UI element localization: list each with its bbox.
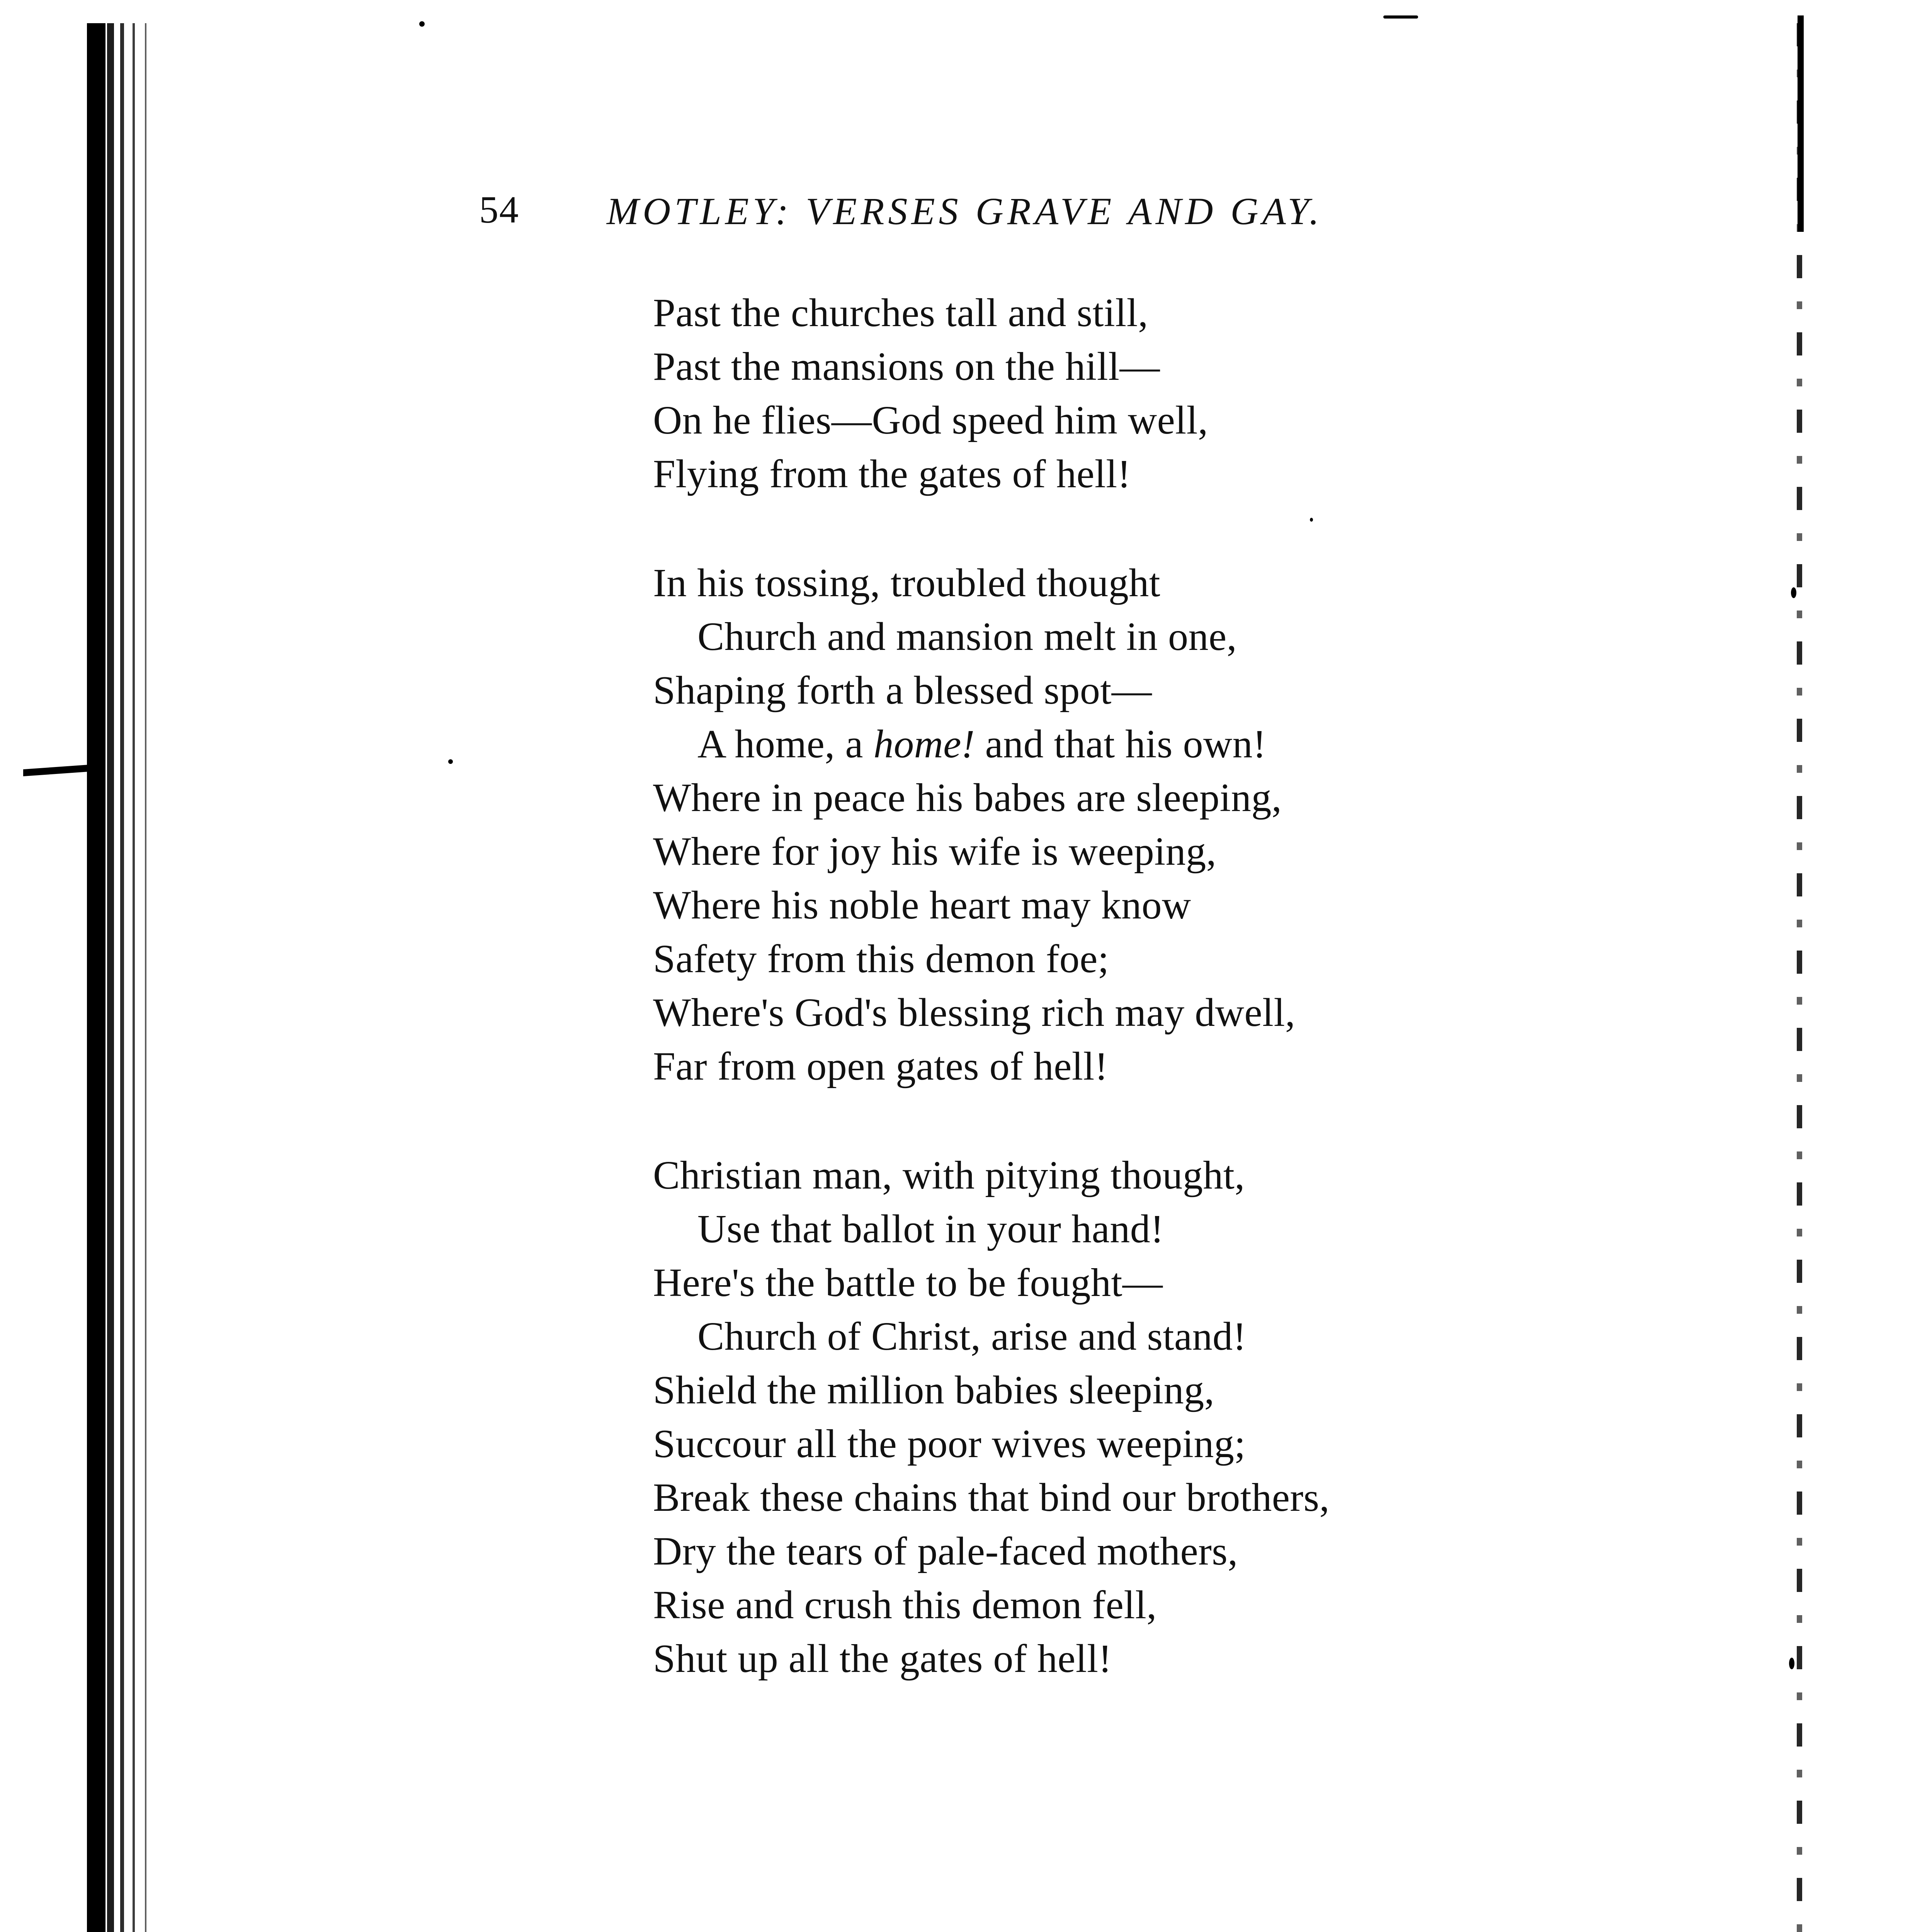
poem-line: Safety from this demon foe; [653,937,1109,981]
poem-line: Far from open gates of hell! [653,1044,1108,1088]
poem-line: Past the mansions on the hill— [653,344,1160,389]
poem [653,286,1484,1685]
poem-line: Here's the battle to be fought— [653,1260,1163,1305]
edge-mark [23,765,89,776]
poem-line: Church of Christ, arise and stand! [697,1314,1247,1359]
poem-line: On he flies—God speed him well, [653,398,1208,442]
binding-edge-solid [87,23,105,1932]
poem-line-text: and that his own! [985,722,1267,766]
poem-line-text: A home, a [697,722,864,766]
poem-line [653,717,1484,771]
poem-line: Where's God's blessing rich may dwell, [653,990,1296,1035]
emphasized-word: home! [873,722,975,766]
scan-speck [419,21,425,27]
scan-speck [1383,15,1418,19]
poem-line: Use that ballot in your hand! [697,1207,1164,1251]
right-edge-top-shadow [1798,15,1804,232]
poem-line: Past the churches tall and still, [653,291,1148,335]
poem-line: Christian man, with pitying thought, [653,1153,1245,1197]
poem-line: Break these chains that bind our brothers, [653,1475,1330,1520]
page-number: 54 [479,188,519,231]
poem-line: Shut up all the gates of hell! [653,1636,1112,1681]
right-edge-shadow [1797,23,1802,1932]
poem-line: In his tossing, troubled thought [653,561,1161,605]
scan-speck [1791,587,1796,598]
scan-speck [448,759,453,764]
scan-speck [1789,1658,1794,1669]
poem-line: Flying from the gates of hell! [653,452,1131,496]
running-header [479,181,1468,247]
poem-line: Succour all the poor wives weeping; [653,1422,1246,1466]
stanza-2 [653,556,1484,1093]
poem-line: Where for joy his wife is weeping, [653,829,1217,874]
poem-line: Shield the million babies sleeping, [653,1368,1215,1412]
poem-line: Where his noble heart may know [653,883,1191,927]
poem-line: Shaping forth a blessed spot— [653,668,1152,713]
stanza-3 [653,1148,1484,1685]
poem-line: Rise and crush this demon fell, [653,1583,1157,1627]
running-title: MOTLEY: VERSES GRAVE AND GAY. [607,190,1323,233]
poem-line: Where in peace his babes are sleeping, [653,776,1282,820]
stanza-1 [653,286,1484,501]
poem-line: Dry the tears of pale-faced mothers, [653,1529,1238,1573]
poem-line: Church and mansion melt in one, [697,614,1237,659]
